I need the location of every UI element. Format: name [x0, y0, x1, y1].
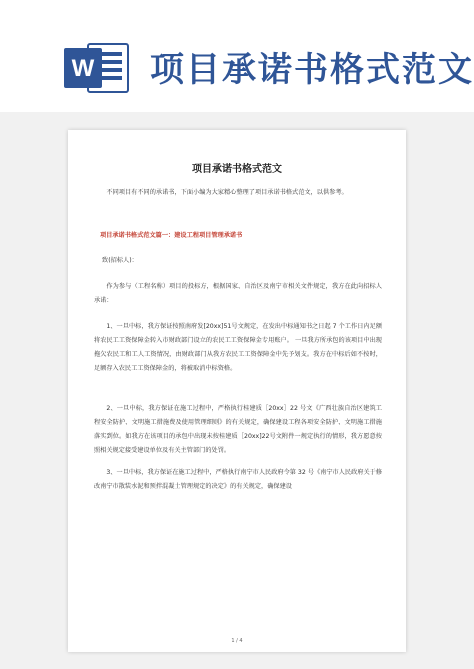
banner: [0, 0, 474, 120]
page-number: 1 / 4: [231, 638, 243, 644]
paragraph-1: 作为参与（工程名称）项目的投标方，根据国家、自治区及南宁市相关文件规定，我方在此向招标人承诺：: [94, 283, 382, 304]
paragraph-2: 1、一旦中标，我方保证按照南府发[20xx]51号文规定，在发出中标通知书之日起 7 个工作日内足额将农民工工资保障金转入市财政部门设立的农民工工资保障金专用账户。 一旦我方所承包的该项目中出现拖欠农民工和工人工资情况，由财政部门从我方农民工工资保障金中先予划支。我方在中标后如不按时，足额存入农民工工资保障金的，将被取消中标资格。: [94, 323, 382, 372]
salutation: 致(招标人)：: [102, 257, 138, 264]
word-logo-icon: [62, 40, 132, 96]
paragraph-4: 3、一旦中标，我方保证在施工过程中，严格执行南宁市人民政府令第 32 号《南宁市人民政府关于修改南宁市散装水泥和预拌混凝土管理规定的决定》的有关规定，确保建设: [94, 469, 383, 490]
document-page: [68, 130, 406, 652]
document-title: 项目承诺书格式范文: [192, 164, 282, 175]
section-heading: 项目承诺书格式范文篇一：建设工程项目管理承诺书: [100, 232, 243, 239]
banner-title: 项目承诺书格式范文: [150, 50, 474, 90]
paragraph-3: 2、一旦中标，我方保证在施工过程中，严格执行桂建质［20xx］22 号文《广西壮族自治区建筑工程安全防护、文明施工措施费及使用管理细则》的有关规定，确保建设工程各项安全防护、文明施工措施落实到位。如我方在该项目的承包中出现未按桂建质［20xx]22号文附件一规定执行的情形，我方愿意按照相关规定接受建设单位及有关主管部门的处罚。: [94, 405, 382, 454]
intro-paragraph: 不同项目有不同的承诺书，下面小编为大家精心整理了项目承诺书格式范文，以供参考。: [106, 189, 348, 196]
word-logo-letter: W: [71, 55, 95, 82]
